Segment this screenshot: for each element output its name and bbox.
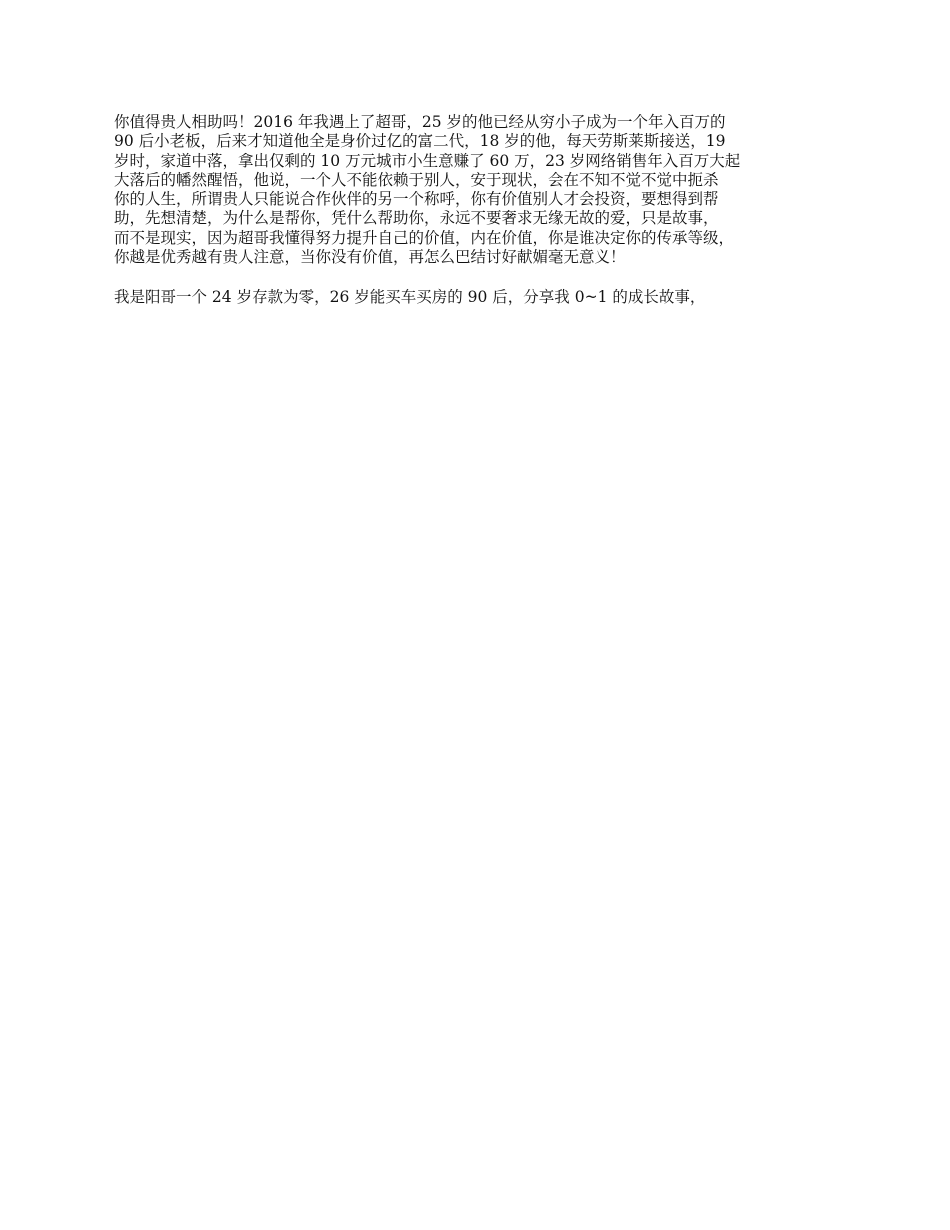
paragraph-2 <box>114 288 854 307</box>
text-line: 你值得贵人相助吗！2016 年我遇上了超哥，25 岁的他已经从穷小子成为一个年入百万的 <box>114 113 726 131</box>
text-line: 你的人生，所谓贵人只能说合作伙伴的另一个称呼，你有价值别人才会投资，要想得到帮 <box>114 190 719 209</box>
text-line: 大落后的幡然醒悟，他说，一个人不能依赖于别人，安于现状，会在不知不觉不觉中扼杀 <box>114 170 719 189</box>
text-line: 我是阳哥一个 24 岁存款为零，26 岁能买车买房的 90 后，分享我 0~1 的成长故事， <box>114 288 706 307</box>
paragraph-spacer <box>114 267 854 288</box>
text-line: 90 后小老板，后来才知道他全是身价过亿的富二代，18 岁的他，每天劳斯莱斯接送，19 <box>114 132 726 151</box>
text-line: 而不是现实，因为超哥我懂得努力提升自己的价值，内在价值，你是谁决定你的传承等级， <box>114 228 735 247</box>
text-line: 助，先想清楚，为什么是帮你，凭什么帮助你，永远不要奢求无缘无故的爱，只是故事， <box>114 209 719 228</box>
text-line: 岁时，家道中落，拿出仅剩的 10 万元城市小生意赚了 60 万，23 岁网络销售年入百万大起 <box>114 151 741 170</box>
text-line: 你越是优秀越有贵人注意，当你没有价值，再怎么巴结讨好献媚毫无意义！ <box>114 248 626 267</box>
paragraph-1 <box>114 113 854 267</box>
document-body <box>114 113 854 308</box>
